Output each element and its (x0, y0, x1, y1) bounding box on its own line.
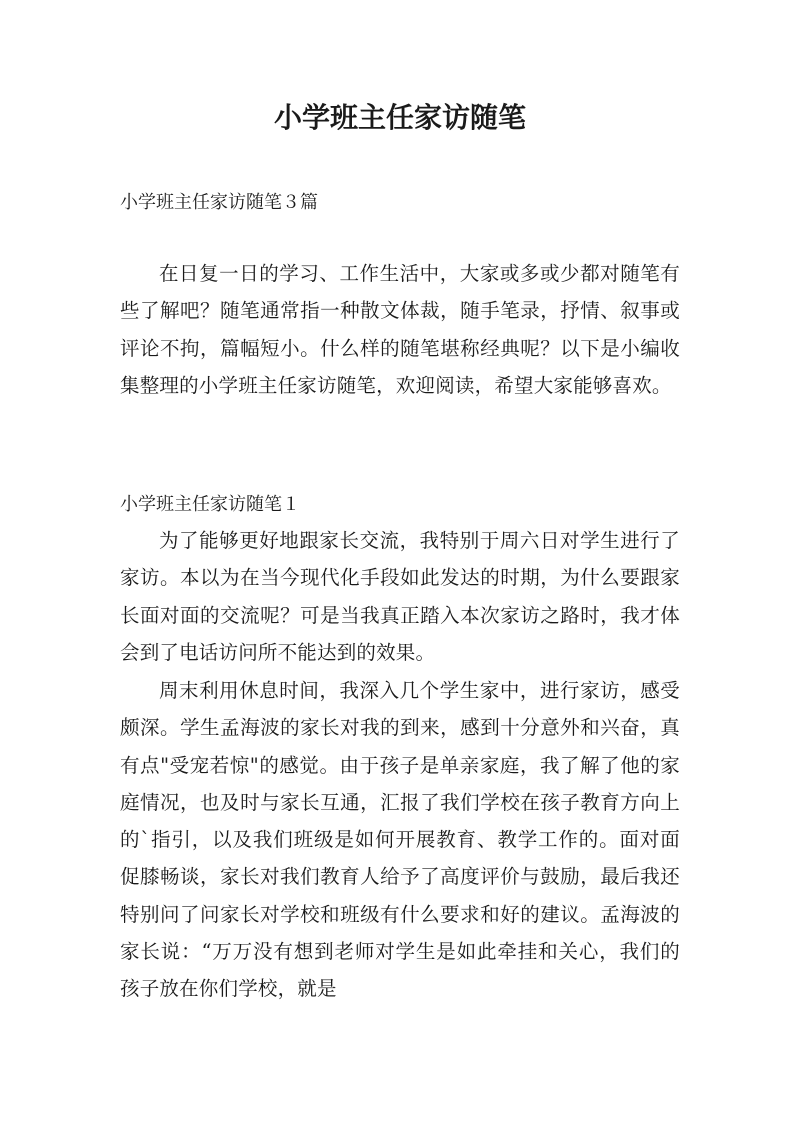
body-paragraph: 为了能够更好地跟家长交流，我特别于周六日对学生进行了家访。本以为在当今现代化手段如此发达的时期，为什么要跟家长面对面的交流呢？可是当我真正踏入本次家访之路时，我才体会到了电话访问所不能达到的效果。 (120, 529, 680, 664)
body-paragraph: 周末利用休息时间，我深入几个学生家中，进行家访，感受颇深。学生孟海波的家长对我的到来，感到十分意外和兴奋，真有点"受宠若惊"的感觉。由于孩子是单亲家庭，我了解了他的家庭情况，也及时与家长互通，汇报了我们学校在孩子教育方向上的`指引，以及我们班级是如何开展教育、教学工作的。面对面促膝畅谈，家长对我们教育人给予了高度评价与鼓励，最后我还特别问了问家长对学校和班级有什么要求和好的建议。孟海波的家长说：“万万没有想到老师对学生是如此牵挂和关心，我们的孩子放在你们学校，就是 (120, 679, 680, 1001)
intro-paragraph: 在日复一日的学习、工作生活中，大家或多或少都对随笔有些了解吧？随笔通常指一种散文体裁，随手笔录，抒情、叙事或评论不拘，篇幅短小。什么样的随笔堪称经典呢？以下是小编收集整理的小学班主任家访随笔，欢迎阅读，希望大家能够喜欢。 (120, 262, 680, 397)
document-subtitle: 小学班主任家访随笔３篇 (120, 192, 318, 213)
document-title: 小学班主任家访随笔 (273, 101, 526, 134)
section-heading: 小学班主任家访随笔１ (120, 494, 300, 515)
